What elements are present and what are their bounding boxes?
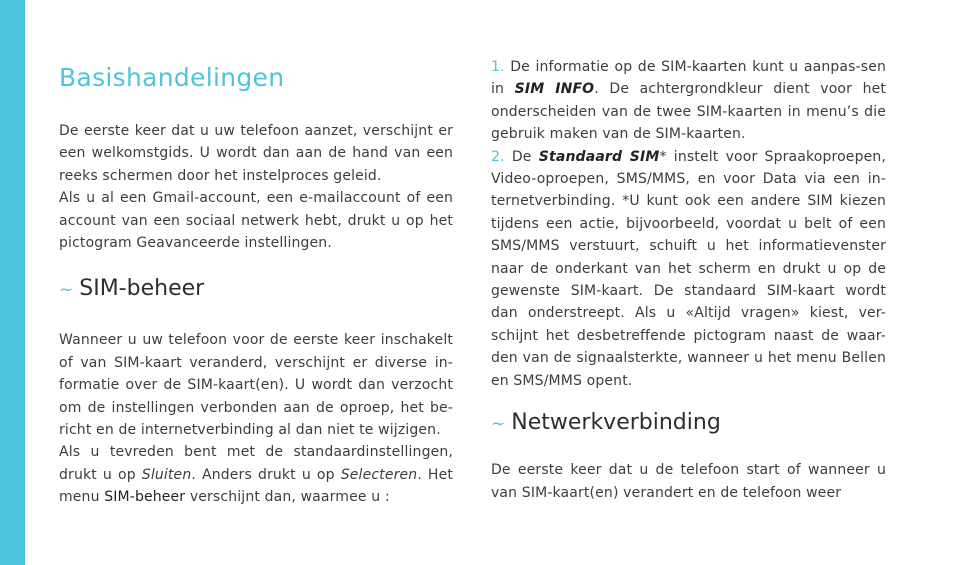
text-run: De informatie op de SIM-kaarten kunt u aanpas-sen in [491, 59, 886, 98]
left-column [59, 62, 453, 509]
selecteren-term: Selecteren [340, 466, 418, 483]
text-run: De [504, 148, 539, 165]
sim-beheer-term: SIM-beheer [104, 489, 186, 506]
right-column [491, 56, 886, 504]
item-number: 1. [491, 59, 505, 75]
section-title: SIM-beheer [79, 276, 205, 302]
item-number: 2. [491, 148, 505, 165]
intro-paragraph-2: Als u al een Gmail-account, een e-mailaccount of een account van een sociaal netwerk hebt, drukt u op het pictogram Geavanceerde instellingen. [59, 190, 453, 252]
text-run: . Het menu [59, 466, 454, 506]
tilde-marker: ~ [491, 414, 506, 435]
network-paragraph-1: De eerste keer dat u de telefoon start of wanneer u van SIM-kaart(en) verandert en de telefoon weer [491, 462, 886, 501]
tilde-marker: ~ [59, 280, 74, 301]
list-item-2 [491, 146, 886, 392]
page-title: Basishandelingen [59, 63, 285, 92]
sim-paragraph-1: Wanneer u uw telefoon voor de eerste keer inschakelt of van SIM-kaart veranderd, verschijnt er diverse in-formatie over de SIM-kaart(en). U wordt dan verzocht om de instellingen verbonden aan de oproep, het be-richt en de internetverbinding al dan niet te wijzigen. [59, 332, 453, 439]
section-heading-netwerkverbinding [491, 409, 886, 438]
sluiten-term: Sluiten [141, 466, 192, 483]
intro-paragraph-1: De eerste keer dat u uw telefoon aanzet, verschijnt er een welkomstgids. U wordt dan aan de hand van een reeks schermen door het instelproces geleid. [59, 123, 453, 184]
text-run: . Anders drukt u op [191, 466, 341, 483]
sim-info-term: SIM INFO [514, 81, 595, 98]
side-accent-bar [0, 0, 25, 565]
section-heading-sim-beheer [59, 275, 453, 304]
list-item-1 [491, 56, 886, 146]
standaard-sim-term: Standaard SIM [538, 148, 660, 165]
text-run: . De achtergrondkleur dient voor het onderscheiden van de twee SIM-kaarten in menu’s die gebruik maken van de SIM-kaarten. [491, 81, 886, 143]
text-run: Als u tevreden bent met de standaardinstellingen, drukt u op [59, 444, 453, 483]
sim-paragraph-2 [59, 441, 453, 508]
text-run: verschijnt dan, waarmee u : [185, 489, 390, 506]
text-run: * instelt voor Spraakoproepen, Video-oproepen, SMS/MMS, en voor Data via een in-ternetverbinding. *U kunt ook een andere SIM kiezen tijdens een actie, bijvoorbeeld, voordat u belt of een SMS/MMS verstuurt, schuift u het informatievenster naar de onderkant van het scherm en drukt u op de gewenste SIM-kaart. De standaard SIM-kaart wordt dan onderstreept. Als u «Altijd vragen» kiest, ver-schijnt het desbetreffende pictogram naast de waar-den van de signaalsterkte, wanneer u het menu Bellen en SMS/MMS opent. [491, 148, 886, 389]
section-title: Netwerkverbinding [511, 410, 721, 436]
